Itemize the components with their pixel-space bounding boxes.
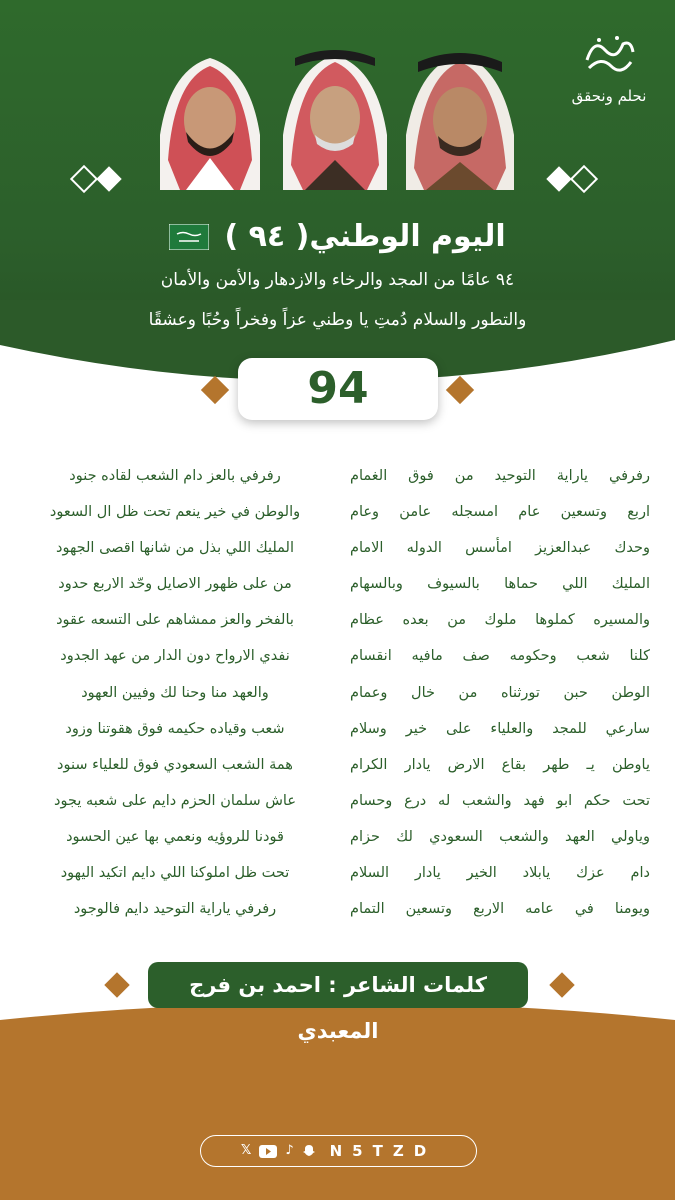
poem-line: شعب وقياده حكيمه فوق هقوتنا وزود [65, 720, 285, 737]
poem-line: رفرفي ياراية التوحيد من فوق الغمام [350, 468, 650, 484]
poem-column-left [25, 458, 325, 927]
poem-line: المليك اللي حماها بالسيوف وبالسهام [350, 576, 650, 593]
poem-line: قودنا للروؤيه ونعمي بها عين الحسود [66, 828, 284, 845]
diamond-ornament-icon [545, 968, 579, 1002]
badge-number: 94 [307, 363, 369, 414]
portrait-king-salman [275, 40, 395, 195]
poem-line: نفدي الارواح دون الدار من عهد الجدود [60, 648, 290, 665]
poem-line: ويومنا في عامه الاربع وتسعين التمام [350, 901, 650, 918]
campaign-logo [569, 30, 649, 105]
poem-line: والعهد منا وحنا لك وفيين العهود [81, 684, 269, 701]
snapchat-icon[interactable] [302, 1144, 316, 1158]
social-handle-text: N5TZD [329, 1142, 437, 1160]
x-icon[interactable]: 𝕏 [240, 1143, 252, 1158]
poem-column-right [350, 458, 650, 927]
logo-text: نحلم ونحقق [571, 87, 647, 105]
logo-calligraphy-icon [569, 30, 649, 83]
poem-line: المليك اللي بذل من شانها اقصى الجهود [56, 540, 294, 557]
diamond-ornament-icon [440, 370, 480, 410]
tiktok-icon[interactable]: ♪ [285, 1143, 294, 1158]
poem-line: دام عزك يابلاد الخير يادار السلام [350, 865, 650, 882]
portrait-crown-prince [150, 40, 270, 195]
diamond-ornament-icon [545, 165, 605, 195]
diamond-ornament-icon [195, 370, 235, 410]
poem-line: همة الشعب السعودي فوق للعلياء سنود [57, 756, 293, 773]
poem-line: كلنا شعب وحكومه صف مافيه انقسام [350, 648, 650, 665]
page-title: اليوم الوطني( ٩٤ ) [224, 219, 506, 254]
poet-credit-banner: كلمات الشاعر : احمد بن فرج المعبدي [148, 962, 528, 1008]
saudi-flag-icon [169, 224, 209, 250]
poem-line: اربع وتسعين عام امسجله عامن وعام [350, 504, 650, 521]
poem-line: ياوطن يـ طهر بقاع الارض يادار الكرام [350, 756, 650, 773]
poem-line: سارعي للمجد والعلياء على خير وسلام [350, 720, 650, 737]
poem-line: والوطن في خير ينعم تحت ظل ال السعود [49, 504, 301, 521]
poem-line: وياولي العهد والشعب السعودي لك حزام [350, 828, 650, 845]
poem-line: بالفخر والعز ممشاهم على التسعه عقود [56, 612, 294, 629]
anniversary-badge [238, 358, 438, 420]
poem-line: رفرفي ياراية التوحيد دايم فالوجود [73, 901, 277, 918]
poem-line: وحدك عبدالعزيز امأسس الدوله الامام [350, 540, 650, 557]
poem-line: والمسيره كملوها ملوك من بعده عظام [350, 612, 650, 629]
social-handle-bar[interactable] [200, 1135, 477, 1167]
portrait-king-abdulaziz [400, 40, 520, 195]
poem-line: رفرفي بالعز دام الشعب لقاده جنود [69, 468, 281, 484]
title-row [0, 212, 675, 262]
poem-line: عاش سلمان الحزم دايم على شعبه يجود [54, 792, 296, 809]
poem-line: الوطن حبن تورثناه من خال وعمام [350, 684, 650, 701]
poem-line: تحت ظل املوكنا اللي دايم اتكيد اليهود [60, 865, 290, 882]
subtitle-line-1: ٩٤ عامًا من المجد والرخاء والازدهار والأمن والأمان [160, 270, 515, 290]
youtube-icon[interactable] [259, 1145, 277, 1158]
subtitle-line-2: والتطور والسلام دُمتِ يا وطني عزاً وفخراً وحُبًا وعشقًا [148, 310, 527, 330]
poem-line: تحت حكم ابو فهد والشعب له درع وحسام [350, 792, 650, 809]
diamond-ornament-icon [70, 165, 130, 195]
diamond-ornament-icon [100, 968, 134, 1002]
poem-line: من على ظهور الاصايل وحّد الاربع حدود [58, 576, 292, 593]
